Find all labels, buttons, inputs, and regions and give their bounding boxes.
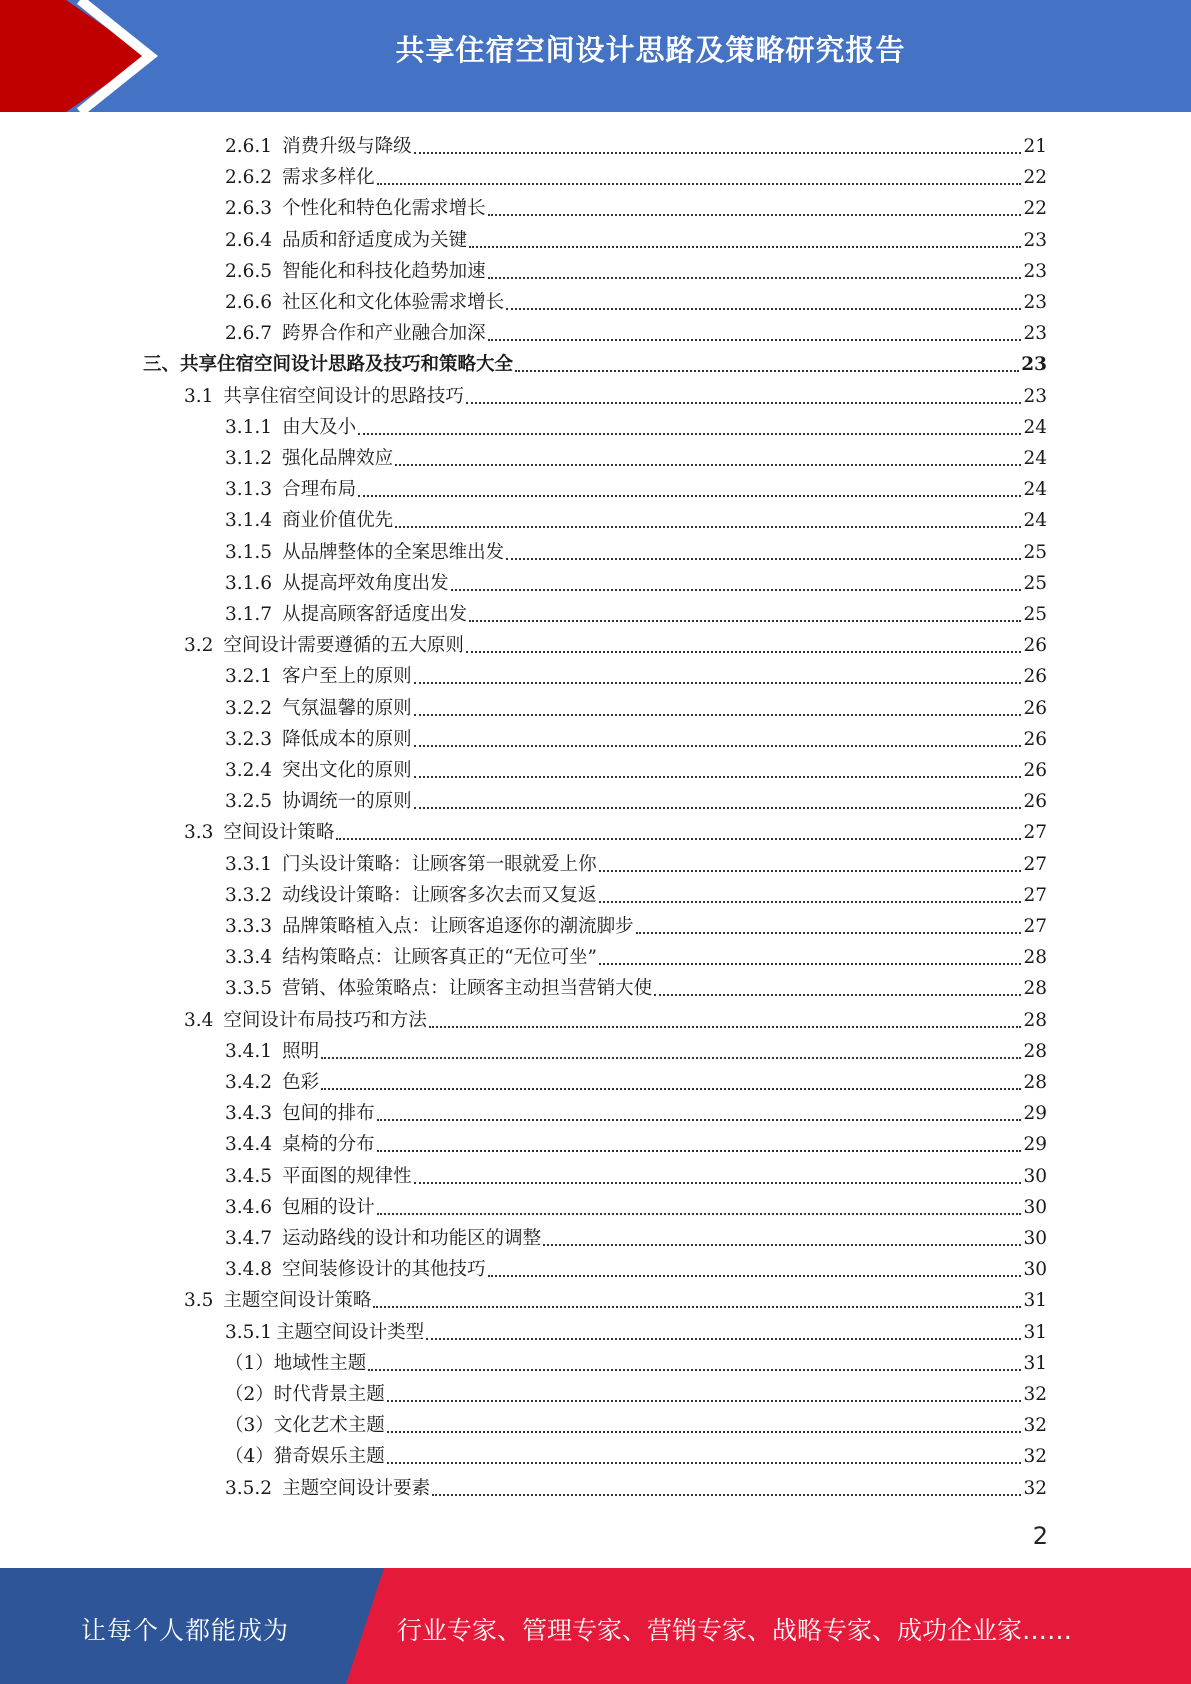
toc-entry-page: 30 — [1023, 1228, 1047, 1249]
toc-entry[interactable] — [225, 876, 1047, 907]
toc-entry-title — [184, 1290, 371, 1312]
toc-entry-text: 从提高坪效角度出发 — [282, 572, 449, 594]
toc-entry-number: 3.4.2 — [225, 1072, 273, 1093]
toc-entry-page: 27 — [1023, 853, 1047, 875]
toc-entry-title — [143, 354, 513, 376]
toc-entry-title — [225, 573, 449, 595]
toc-entry-page: 28 — [1023, 1072, 1047, 1093]
toc-entry-number: 3.4.4 — [225, 1134, 273, 1156]
toc-entry-number: 3.4.8 — [225, 1259, 273, 1281]
toc-entry-number: 3.1.4 — [225, 510, 273, 532]
toc-entry[interactable] — [225, 1188, 1047, 1219]
toc-entry[interactable] — [184, 1001, 1047, 1032]
toc-dot-leader — [414, 745, 1022, 747]
toc-entry-text: 商业价值优先 — [282, 510, 394, 532]
toc-entry-title — [225, 1353, 366, 1375]
toc-entry-number: 3.1.3 — [225, 479, 273, 501]
toc-entry-number: 2.6.6 — [225, 292, 273, 313]
toc-entry-title — [225, 510, 393, 532]
toc-entry-text: （1）地域性主题 — [225, 1352, 367, 1374]
toc-dot-leader — [395, 526, 1021, 528]
toc-dot-leader — [429, 1026, 1022, 1028]
toc-entry-page: 32 — [1023, 1477, 1047, 1499]
toc-entry-number: 2.6.4 — [225, 229, 273, 251]
toc-entry-page: 30 — [1023, 1165, 1047, 1187]
toc-entry-title — [225, 323, 486, 345]
toc-entry[interactable] — [225, 189, 1047, 220]
toc-dot-leader — [543, 1244, 1021, 1246]
toc-entry-text: 空间设计策略 — [223, 822, 335, 844]
toc-entry[interactable] — [225, 1125, 1047, 1156]
toc-entry-number: 3.5 — [184, 1290, 214, 1312]
toc-entry[interactable] — [225, 1406, 1047, 1437]
toc-entry-number: 3.4.6 — [225, 1196, 273, 1218]
toc-entry-title — [225, 230, 467, 252]
toc-entry-text: 主题空间设计类型 — [276, 1321, 425, 1343]
toc-entry-number: 2.6.7 — [225, 323, 273, 345]
toc-entry-text: 桌椅的分布 — [282, 1134, 375, 1156]
toc-entry-number: 3.4 — [184, 1009, 214, 1031]
footer-roles: 行业专家、管理专家、营销专家、战略专家、成功企业家…… — [397, 1616, 1073, 1645]
toc-dot-leader — [387, 1462, 1022, 1464]
toc-entry-page: 29 — [1023, 1134, 1047, 1156]
toc-entry-text: 协调统一的原则 — [282, 791, 412, 813]
toc-entry-title — [184, 1010, 427, 1032]
toc-entry-text: 降低成本的原则 — [282, 728, 412, 750]
toc-entry-number: 3.4.1 — [225, 1040, 273, 1062]
toc-entry-title — [225, 854, 597, 876]
toc-entry[interactable] — [225, 1032, 1047, 1063]
toc-entry-page: 32 — [1023, 1415, 1047, 1437]
toc-entry-text: 从提高顾客舒适度出发 — [282, 604, 468, 625]
toc-entry[interactable] — [225, 564, 1047, 595]
toc-entry-number: 3.1.7 — [225, 604, 273, 625]
toc-entry-number: 2.6.3 — [225, 198, 273, 220]
toc-entry-number: 3.4.3 — [225, 1103, 273, 1125]
toc-dot-leader — [488, 1275, 1022, 1277]
toc-entry-number: 3.1.6 — [225, 572, 273, 594]
toc-entry[interactable] — [225, 969, 1047, 1000]
footer-slogan: 让每个人都能成为 — [80, 1616, 289, 1645]
toc-entry-text: 色彩 — [282, 1072, 320, 1093]
toc-entry[interactable] — [225, 158, 1047, 189]
toc-entry-title — [225, 1134, 375, 1156]
toc-dot-leader — [395, 464, 1021, 466]
toc-dot-leader — [336, 838, 1021, 840]
toc-entry-title — [184, 386, 464, 408]
toc-entry-number: 3.3.2 — [225, 884, 273, 906]
toc-entry-text: 共享住宿空间设计的思路技巧 — [223, 385, 464, 407]
toc-entry-text: 照明 — [282, 1040, 320, 1062]
toc-entry-page: 26 — [1023, 666, 1047, 688]
toc-entry-title — [225, 542, 504, 564]
toc-entry-title — [225, 1415, 385, 1437]
toc-entry[interactable] — [225, 439, 1047, 470]
toc-entry[interactable] — [225, 845, 1047, 876]
toc-entry-text: 客户至上的原则 — [282, 666, 412, 688]
toc-entry-page: 28 — [1023, 947, 1047, 969]
toc-entry-number: 3.2 — [184, 635, 214, 657]
toc-entry-title — [225, 885, 597, 907]
toc-entry-page: 30 — [1023, 1196, 1047, 1218]
toc-dot-leader — [466, 402, 1022, 404]
toc-dot-leader — [377, 1150, 1022, 1152]
toc-entry[interactable] — [225, 283, 1047, 314]
toc-entry-page: 24 — [1023, 448, 1047, 469]
toc-entry-page: 27 — [1023, 884, 1047, 906]
toc-entry-number: 3.1 — [184, 385, 214, 407]
toc-dot-leader — [451, 589, 1022, 591]
toc-entry-text: 主题空间设计要素 — [282, 1477, 431, 1499]
toc-dot-leader — [321, 1057, 1021, 1059]
toc-entry-page: 25 — [1023, 604, 1047, 625]
toc-dot-leader — [466, 651, 1022, 653]
toc-dot-leader — [506, 558, 1021, 560]
toc-entry[interactable] — [225, 1157, 1047, 1188]
toc-entry[interactable] — [225, 127, 1047, 158]
toc-entry-text: 合理布局 — [282, 479, 357, 501]
toc-entry-title — [225, 1446, 385, 1468]
toc-dot-leader — [414, 776, 1022, 778]
toc-entry[interactable] — [225, 314, 1047, 345]
toc-entry[interactable] — [225, 470, 1047, 501]
toc-entry[interactable] — [225, 1219, 1047, 1250]
toc-entry-page: 24 — [1023, 510, 1047, 532]
toc-entry-title — [225, 1322, 424, 1344]
toc-entry-title — [225, 729, 412, 751]
toc-entry-number: 3.1.5 — [225, 541, 273, 563]
toc-entry[interactable] — [184, 626, 1047, 657]
toc-entry[interactable] — [225, 252, 1047, 283]
toc-entry[interactable] — [225, 720, 1047, 751]
toc-entry-page: 23 — [1023, 229, 1047, 251]
toc-entry-title — [225, 1072, 319, 1094]
toc-entry-number: 3.3.4 — [225, 947, 273, 969]
toc-entry[interactable] — [225, 907, 1047, 938]
toc-entry-title — [225, 292, 504, 314]
toc-entry-text: 智能化和科技化趋势加速 — [282, 260, 486, 282]
toc-entry-title — [225, 479, 356, 501]
toc-entry-number: 3.2.4 — [225, 760, 273, 781]
toc-entry-page: 30 — [1023, 1259, 1047, 1281]
toc-entry-title — [225, 1259, 486, 1281]
toc-entry[interactable] — [225, 657, 1047, 688]
toc-entry-page: 23 — [1021, 354, 1047, 376]
toc-entry[interactable] — [225, 1469, 1047, 1500]
toc-entry[interactable] — [225, 1375, 1047, 1406]
toc-entry[interactable] — [225, 1344, 1047, 1375]
toc-entry-page: 25 — [1023, 572, 1047, 594]
toc-dot-leader — [432, 1494, 1021, 1496]
toc-entry-text: 三、共享住宿空间设计思路及技巧和策略大全 — [143, 354, 514, 376]
toc-entry-title — [225, 1384, 385, 1406]
toc-entry-text: 营销、体验策略点：让顾客主动担当营销大使 — [282, 978, 653, 1000]
toc-entry-page: 29 — [1023, 1103, 1047, 1125]
toc-entry-text: 气氛温馨的原则 — [282, 697, 412, 719]
toc-dot-leader — [321, 1088, 1021, 1090]
toc-entry[interactable] — [225, 408, 1047, 439]
toc-entry[interactable] — [225, 689, 1047, 720]
toc-dot-leader — [515, 370, 1019, 372]
toc-entry-text: （3）文化艺术主题 — [225, 1415, 385, 1437]
toc-dot-leader — [426, 1338, 1021, 1340]
toc-entry-text: 需求多样化 — [282, 167, 375, 189]
toc-dot-leader — [387, 1431, 1022, 1433]
toc-dot-leader — [469, 620, 1021, 622]
toc-entry-text: （4）猎奇娱乐主题 — [225, 1446, 385, 1468]
toc-dot-leader — [414, 682, 1022, 684]
toc-entry-number: 3.4.5 — [225, 1165, 273, 1187]
toc-entry[interactable] — [225, 1250, 1047, 1281]
toc-dot-leader — [599, 870, 1022, 872]
toc-entry[interactable] — [184, 377, 1047, 408]
toc-dot-leader — [368, 1369, 1021, 1371]
toc-entry-text: 跨界合作和产业融合加深 — [282, 323, 486, 345]
toc-dot-leader — [414, 714, 1022, 716]
toc-entry-text: 门头设计策略：让顾客第一眼就爱上你 — [282, 853, 597, 875]
toc-entry-text: 结构策略点：让顾客真正的“无位可坐” — [282, 947, 597, 969]
toc-dot-leader — [414, 1182, 1022, 1184]
toc-entry-page: 26 — [1023, 728, 1047, 750]
toc-entry-title — [225, 261, 486, 283]
toc-entry-number: 3.1.1 — [225, 416, 273, 438]
toc-entry-text: 动线设计策略：让顾客多次去而又复返 — [282, 884, 597, 906]
toc-entry-text: 包厢的设计 — [282, 1196, 375, 1218]
toc-dot-leader — [636, 932, 1022, 934]
toc-entry-page: 26 — [1023, 791, 1047, 813]
toc-entry-text: 突出文化的原则 — [282, 760, 412, 781]
toc-entry-text: 包间的排布 — [282, 1103, 375, 1125]
toc-entry-page: 28 — [1023, 1009, 1047, 1031]
toc-entry-number: 3.3.1 — [225, 853, 273, 875]
toc-entry-page: 31 — [1023, 1352, 1047, 1374]
toc-dot-leader — [599, 963, 1021, 965]
toc-entry-page: 31 — [1023, 1321, 1047, 1343]
toc-dot-leader — [599, 901, 1022, 903]
toc-dot-leader — [488, 339, 1022, 341]
page-number: 2 — [1032, 1522, 1048, 1550]
toc-entry-text: 消费升级与降级 — [282, 136, 412, 157]
toc-entry-number: 3.3 — [184, 822, 214, 844]
toc-entry-text: 强化品牌效应 — [282, 448, 394, 469]
toc-entry-number: 3.1.2 — [225, 448, 273, 469]
toc-entry-text: 个性化和特色化需求增长 — [282, 198, 486, 220]
toc-entry-page: 28 — [1023, 978, 1047, 1000]
toc-entry[interactable] — [225, 1313, 1047, 1344]
page-footer — [0, 1568, 1191, 1684]
toc-entry-title — [225, 1166, 412, 1188]
toc-entry-page: 23 — [1023, 260, 1047, 282]
toc-entry-number: 3.2.5 — [225, 791, 273, 813]
toc-entry-page: 26 — [1023, 760, 1047, 781]
toc-entry[interactable] — [225, 751, 1047, 782]
toc-entry-page: 26 — [1023, 697, 1047, 719]
toc-dot-leader — [377, 183, 1022, 185]
toc-entry-page: 27 — [1023, 916, 1047, 937]
toc-entry[interactable] — [225, 938, 1047, 969]
toc-entry-page: 23 — [1023, 292, 1047, 313]
toc-entry-title — [225, 136, 412, 158]
toc-entry-page: 23 — [1023, 323, 1047, 345]
toc-entry[interactable] — [225, 1437, 1047, 1468]
toc-entry-text: 由大及小 — [282, 416, 357, 438]
toc-entry-number: 3.3.5 — [225, 978, 273, 1000]
toc-entry-title — [225, 1041, 319, 1063]
toc-entry-number: 3.2.1 — [225, 666, 273, 688]
toc-entry-title — [225, 448, 393, 470]
toc-dot-leader — [488, 277, 1022, 279]
toc-entry-page: 23 — [1023, 385, 1047, 407]
toc-entry-title — [225, 978, 652, 1000]
toc-entry-page: 24 — [1023, 479, 1047, 501]
toc-entry-title — [225, 947, 597, 969]
toc-entry-title — [225, 791, 412, 813]
toc-entry-text: 社区化和文化体验需求增长 — [282, 292, 505, 313]
toc-entry-title — [184, 635, 464, 657]
toc-entry[interactable] — [225, 501, 1047, 532]
toc-entry-title — [225, 916, 634, 938]
toc-entry-text: 平面图的规律性 — [282, 1165, 412, 1187]
toc-entry-page: 21 — [1023, 136, 1047, 157]
toc-entry-number: 3.2.3 — [225, 728, 273, 750]
toc-entry-text: 品质和舒适度成为关键 — [282, 229, 468, 251]
toc-entry-title — [225, 417, 356, 439]
page-header — [0, 0, 1191, 112]
toc-entry-number: 3.4.7 — [225, 1228, 273, 1249]
toc-entry-text: （2）时代背景主题 — [225, 1384, 385, 1405]
toc-entry-page: 32 — [1023, 1446, 1047, 1468]
toc-entry-text: 空间设计需要遵循的五大原则 — [223, 635, 464, 657]
toc-entry-page: 27 — [1023, 822, 1047, 844]
toc-dot-leader — [414, 152, 1022, 154]
toc-entry-title — [225, 760, 412, 782]
toc-entry-number: 3.5.2 — [225, 1477, 273, 1499]
toc-entry-text: 从品牌整体的全案思维出发 — [282, 541, 505, 563]
toc-entry-title — [225, 666, 412, 688]
toc-entry-page: 25 — [1023, 541, 1047, 563]
toc-entry[interactable] — [225, 1063, 1047, 1094]
toc-entry-page: 24 — [1023, 416, 1047, 438]
toc-entry[interactable] — [184, 1281, 1047, 1312]
toc-entry[interactable] — [143, 345, 1047, 376]
toc-entry[interactable] — [225, 782, 1047, 813]
toc-entry-title — [225, 604, 467, 626]
toc-entry-title — [225, 1197, 375, 1219]
toc-entry-text: 品牌策略植入点：让顾客追逐你的潮流脚步 — [282, 916, 634, 937]
toc-entry[interactable] — [225, 221, 1047, 252]
toc-dot-leader — [358, 433, 1021, 435]
toc-dot-leader — [387, 1400, 1022, 1402]
toc-dot-leader — [377, 1213, 1022, 1215]
toc-entry-page: 31 — [1023, 1290, 1047, 1312]
toc-entry-page: 22 — [1023, 167, 1047, 189]
toc-entry-text: 运动路线的设计和功能区的调整 — [282, 1228, 542, 1249]
toc-dot-leader — [377, 1119, 1022, 1121]
toc-entry-title — [225, 1228, 541, 1250]
toc-dot-leader — [373, 1306, 1021, 1308]
toc-entry-page: 28 — [1023, 1040, 1047, 1062]
toc-dot-leader — [469, 246, 1021, 248]
toc-entry-number: 3.3.3 — [225, 916, 273, 937]
toc-entry-number: 2.6.5 — [225, 260, 273, 282]
toc-entry-title — [225, 1478, 430, 1500]
toc-entry-page: 22 — [1023, 198, 1047, 220]
header-red-arrow — [0, 0, 148, 112]
toc-entry[interactable] — [225, 533, 1047, 564]
toc-dot-leader — [506, 308, 1021, 310]
toc-dot-leader — [358, 495, 1021, 497]
toc-entry-page: 32 — [1023, 1384, 1047, 1405]
toc-entry[interactable] — [225, 595, 1047, 626]
toc-entry-page: 26 — [1023, 635, 1047, 657]
document-title: 共享住宿空间设计思路及策略研究报告 — [395, 33, 906, 67]
toc-entry-text: 空间设计布局技巧和方法 — [223, 1009, 427, 1031]
toc-entry-number: 3.2.2 — [225, 697, 273, 719]
toc-entry-number: 2.6.2 — [225, 167, 273, 189]
toc-dot-leader — [654, 994, 1021, 996]
toc-entry-title — [225, 167, 375, 189]
toc-entry-text: 空间装修设计的其他技巧 — [282, 1259, 486, 1281]
toc-entry-text: 主题空间设计策略 — [223, 1290, 372, 1312]
toc-entry[interactable] — [184, 813, 1047, 844]
toc-entry[interactable] — [225, 1094, 1047, 1125]
toc-entry-title — [225, 198, 486, 220]
toc-entry-number: 3.5.1 — [225, 1321, 273, 1343]
toc-dot-leader — [488, 214, 1022, 216]
toc-entry-title — [184, 822, 334, 844]
toc-entry-title — [225, 698, 412, 720]
toc-dot-leader — [414, 807, 1022, 809]
toc-entry-title — [225, 1103, 375, 1125]
toc-entry-number: 2.6.1 — [225, 136, 273, 157]
